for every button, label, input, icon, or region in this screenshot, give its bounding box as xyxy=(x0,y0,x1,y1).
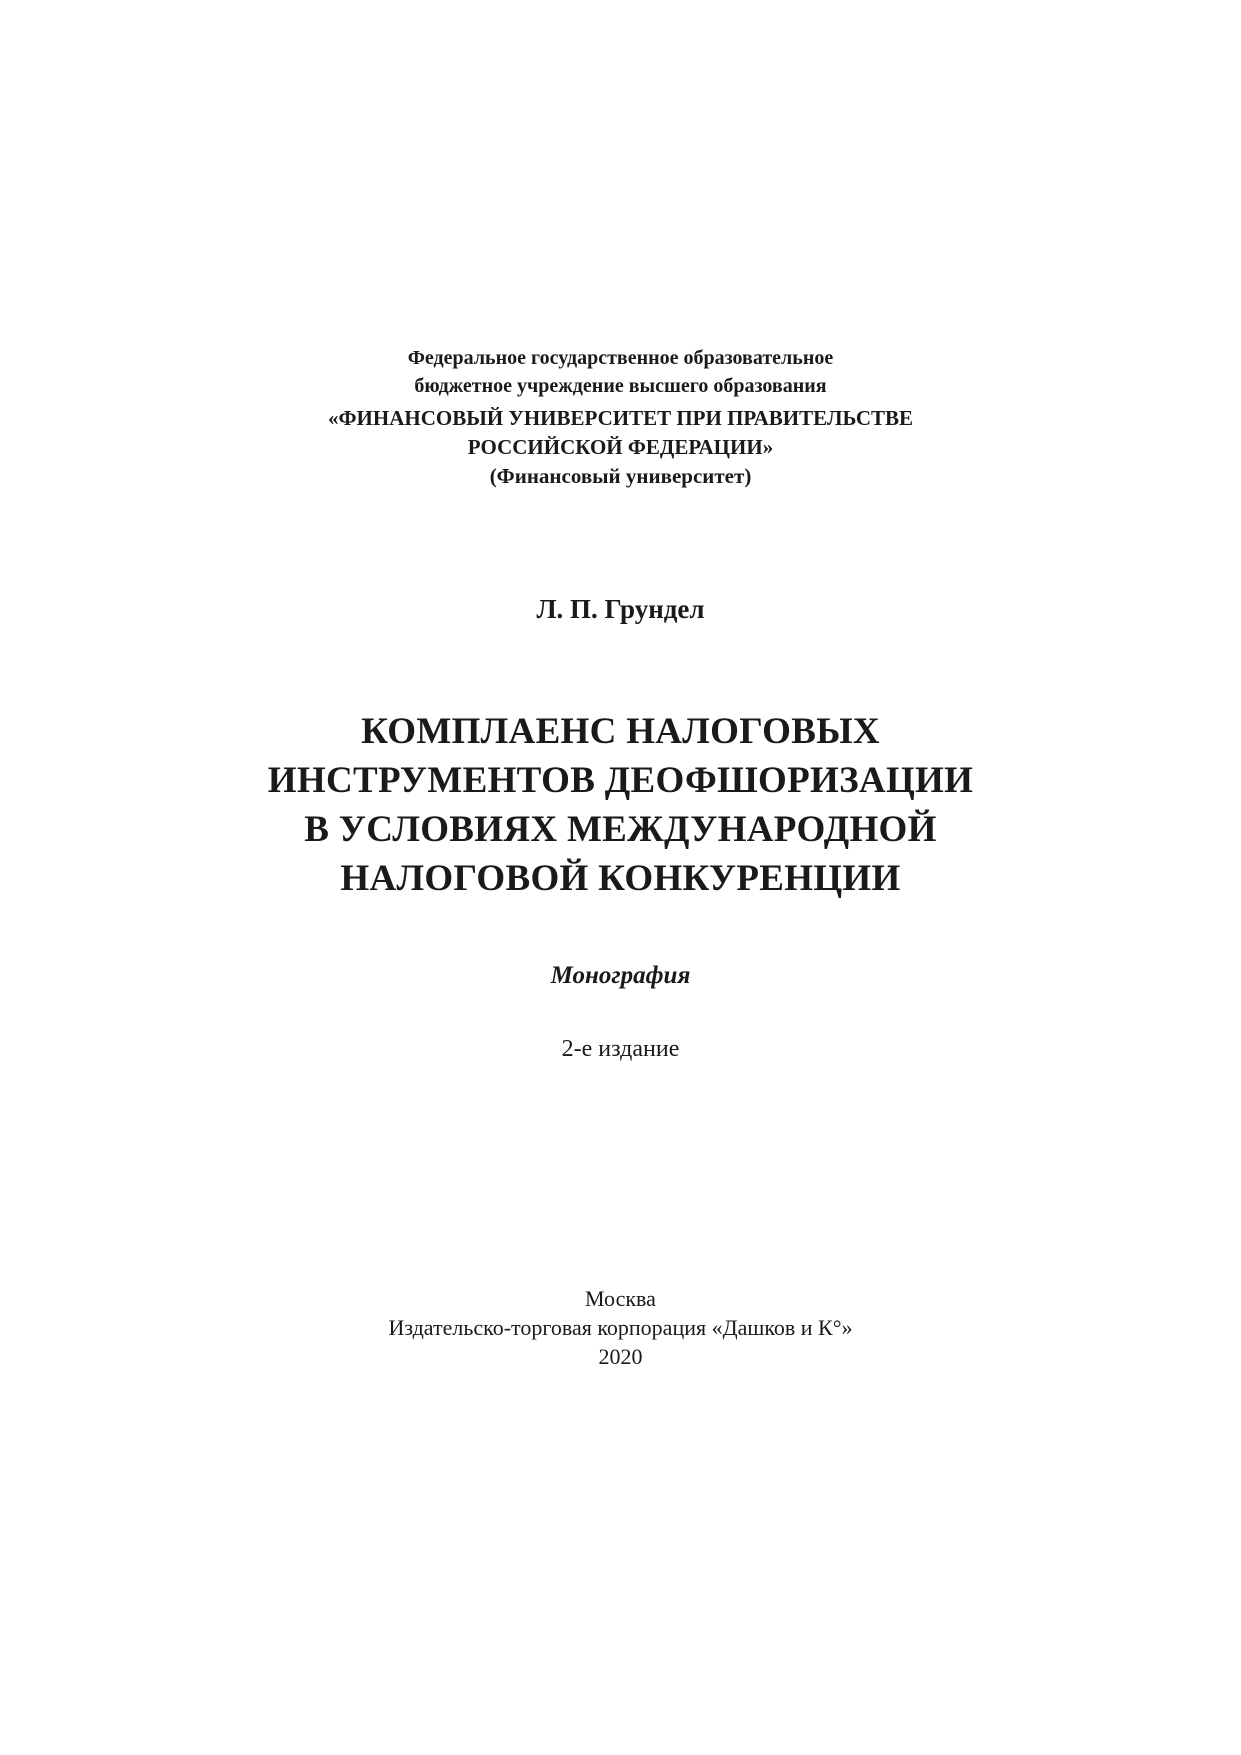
book-title-line-3: В УСЛОВИЯХ МЕЖДУНАРОДНОЙ xyxy=(304,809,937,850)
university-name-line-1: «ФИНАНСОВЫЙ УНИВЕРСИТЕТ ПРИ ПРАВИТЕЛЬСТВЕ xyxy=(327,406,914,430)
institution-line-1: Федеральное государственное образовательное xyxy=(407,347,834,369)
imprint-city: Москва xyxy=(585,1286,656,1311)
author-name: Л. П. Грундел xyxy=(536,594,705,624)
imprint-publisher: Издательско-торговая корпорация «Дашков и К°» xyxy=(388,1315,853,1340)
university-short-name: (Финансовый университет) xyxy=(489,464,752,488)
book-title xyxy=(0,707,1241,903)
publication-genre: Монография xyxy=(550,962,691,989)
institution-line-2: бюджетное учреждение высшего образования xyxy=(414,375,827,397)
book-title-line-4: НАЛОГОВОЙ КОНКУРЕНЦИИ xyxy=(340,858,901,899)
imprint-year: 2020 xyxy=(598,1344,643,1369)
imprint xyxy=(0,1284,1241,1371)
book-title-line-2: ИНСТРУМЕНТОВ ДЕОФШОРИЗАЦИИ xyxy=(267,760,974,801)
institution-header xyxy=(0,344,1241,491)
university-name-line-2: РОССИЙСКОЙ ФЕДЕРАЦИИ» xyxy=(467,435,774,459)
book-title-line-1: КОМПЛАЕНС НАЛОГОВЫХ xyxy=(361,711,880,752)
edition-label: 2-е издание xyxy=(561,1036,680,1062)
